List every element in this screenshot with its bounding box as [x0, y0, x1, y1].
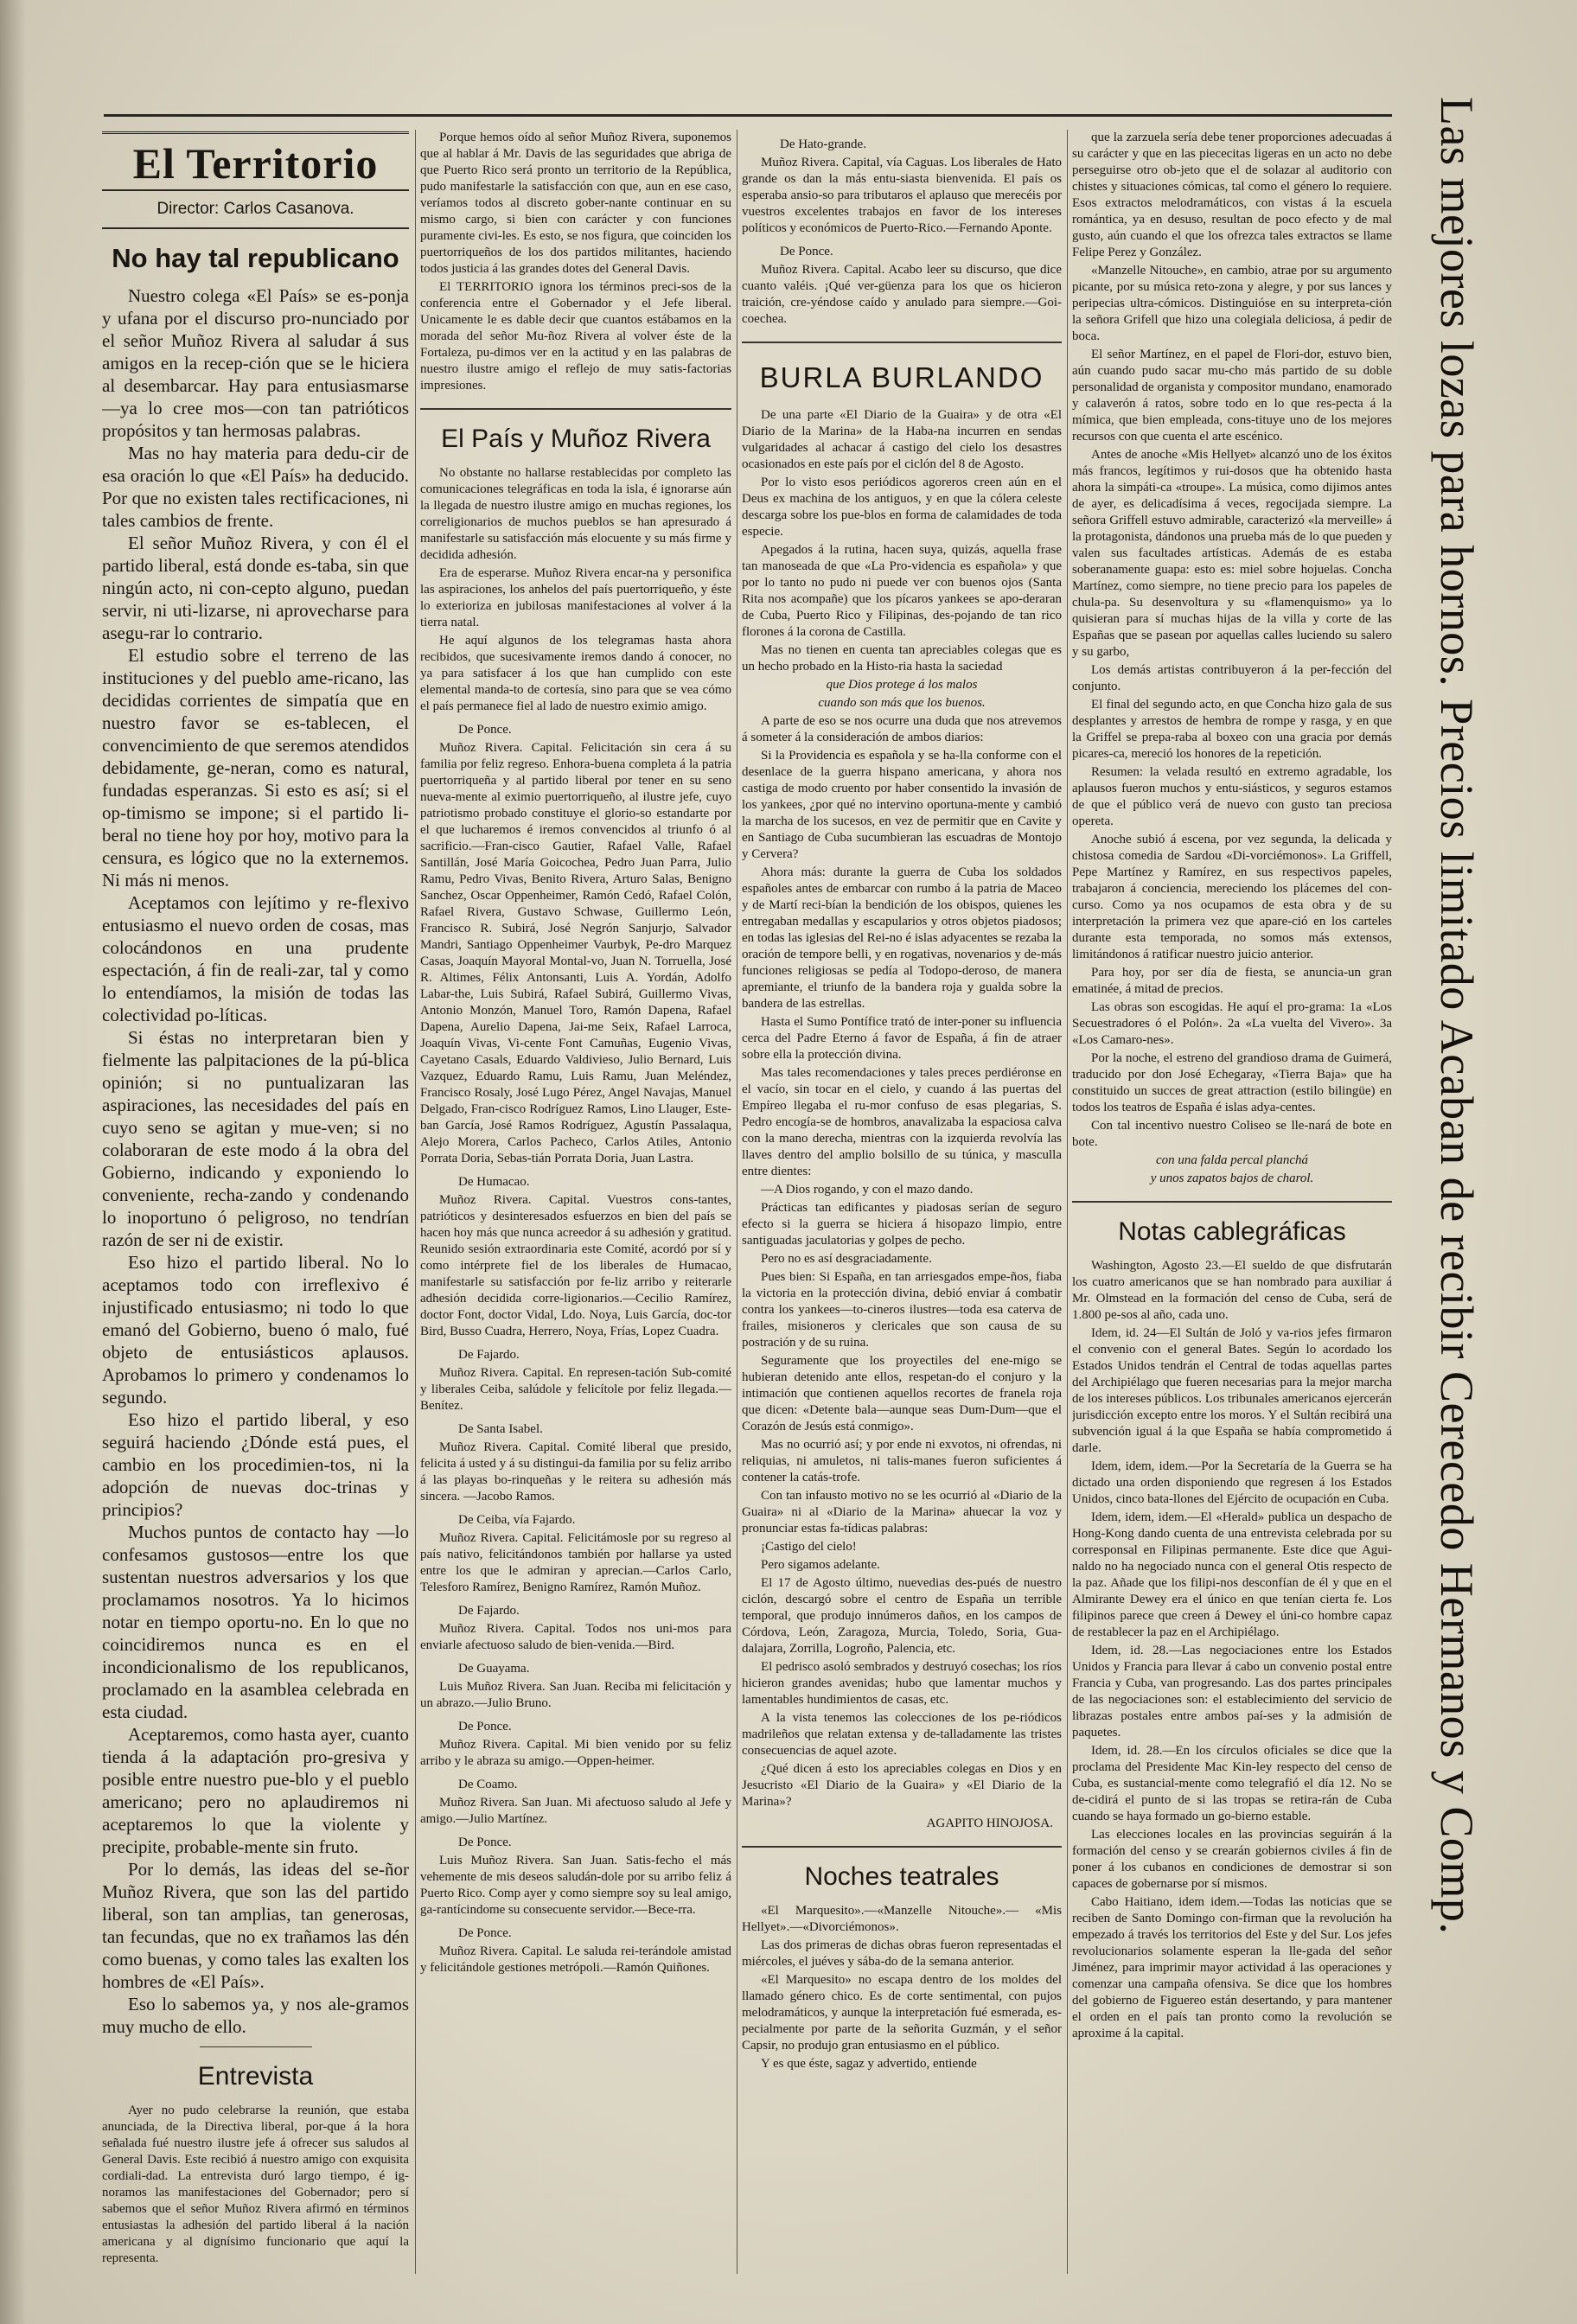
article-signature: AGAPITO HINOJOSA. — [926, 1816, 1053, 1830]
paragraph: Nuestro colega «El País» se es-ponja y ufana por el discurso pro-nunciado por el señor Muñoz Rivera al saludar á sus amigos en la recep-ción que se le hiciera al desembarcar. Hay para entusiasmarse—ya lo cree mos—con tan patrióticos propósitos y tan hermosas palabras. — [102, 285, 409, 441]
telegram-dateline: De Coamo. — [458, 1778, 518, 1791]
divider — [420, 408, 731, 410]
telegram-dateline: De Ponce. — [458, 1926, 512, 1940]
telegram-text: Muñoz Rivera. Capital. Comité liberal que presido, felicita á usted y á su distingui-da familia por su feliz arribo á las playas bo-rinqueñas y le reitera su adhesión más sincera. —Jacobo Ramos. — [420, 1440, 731, 1504]
paragraph: «El Marquesito» no escapa dentro de los moldes del llamado género chico. Es de corte sentimental, con pujos melodramáticos, y aunque la interpretación fué esmerada, es-pecialmente por parte de la señorita Guzmán, y el señor Capsir, no produjo gran entusiasmo en el público. — [742, 1973, 1062, 2053]
paragraph: Aceptaremos, como hasta ayer, cuanto tienda á la adaptación pro-gresiva y posible entre nuestro pue-blo y el pueblo americano; pero no aplaudiremos ni aceptaremos lo que la violente y precipite, probable-mente sin fruto. — [102, 1724, 409, 1857]
telegram-text: Luis Muñoz Rivera. San Juan. Satis-fecho el más vehemente de mis deseos saludán-dole por su arribo feliz á Puerto Rico. Comp ayer y como siempre soy su leal amigo, ga-rantícindome su consecuente servidor.—Bece-rra. — [420, 1854, 731, 1917]
top-rule — [104, 114, 1392, 117]
paragraph: ¡Castigo del cielo! — [761, 1540, 857, 1554]
paragraph: A parte de eso se nos ocurre una duda que nos atrevemos á someter á la consideración de ambos diarios: — [742, 714, 1062, 744]
article-heading-el-pais-y-munoz-rivera: El País y Muñoz Rivera — [441, 425, 711, 453]
paragraph: Seguramente que los proyectiles del ene-migo se hubieran detenido ante ellos, respetan-do el conjuro y la intimación que contienen aquellos recortes de franela roja que dicen: «Detente bala—aunque seas Dum-Dum—que el Corazón de Jesús está conmigo». — [742, 1354, 1062, 1433]
telegram-text: Muñoz Rivera. Capital. Vuestros cons-tantes, patrióticos y desinteresados esfuerzos en bien del país se hacen hoy más que nunca acreedor á su adhesión y gratitud. Reunido sesión extraordinaria este Comité, acordó por sí y como intérprete fiel de los liberales de Humacao, manifestarle su satisfacción por fe-liz arribo y reiterarle adhesión decidida corre-ligionarios.—Cecilio Ramírez, doctor Font, doctor Vidal, Ldo. Noya, Luis García, doc-tor Bird, Busso Cuadra, Herrero, Noya, Frías, Lopez Cuadra. — [420, 1193, 731, 1338]
paragraph: El señor Muñoz Rivera, y con él el partido liberal, está donde es-taba, sin que ningún acto, ni con-cepto alguno, puedan servir, ni uti-lizarse, ni aprovecharse para asegu-rar lo contrario. — [102, 533, 409, 643]
paragraph: que la zarzuela sería debe tener proporciones adecuadas á su carácter y que en las piececitas ligeras en un acto no debe perseguirse otro ob-jeto que el de solazar al auditorio con chistes y situaciones cómicas, tal como el género lo requiere. Esos extractos melodramáticos, con vistas á la escuela romántica, ya en desuso, resultan de poco efecto y de mal gusto, aún cuando el que los ofrezca tales extractos se llame Felipe Perez y González. — [1072, 131, 1392, 259]
paragraph: Ahora más: durante la guerra de Cuba los soldados españoles antes de embarcar con rumbo á la patria de Maceo y de Martí reci-bían la bendición de los obispos, quienes les entregaban medallas y escapularios y otros objetos piadosos; en todas las iglesias del Rei-no é islas adyacentes se rezaba la oración de tempore belli, y en rogativas, novenarios y de-más funciones religiosas se pedía al Todopo-deroso, de manera apremiante, el triunfo de la bandera roja y gualda sobre la bandera de las estrellas. — [742, 865, 1062, 1011]
divider — [1072, 1201, 1392, 1203]
paragraph: Resumen: la velada resultó en extremo agradable, los aplausos fueron muchos y entu-siásticos, y seguros estamos de que el público verá de nuevo con gusto tan preciosa opereta. — [1072, 765, 1392, 828]
paragraph: El TERRITORIO ignora los términos preci-sos de la conferencia entre el Gobernador y el Jefe liberal. Unicamente le es dable decir que cuantos estábamos en la morada del señor Mu-ñoz Rivera al volver éste de la Fortaleza, pu-dimos ver en la actitud y en las palabras de nuestro ilustre amigo el reflejo de muy satis-factorias impresiones. — [420, 280, 731, 393]
divider — [742, 342, 1062, 343]
telegram-text: Muñoz Rivera. San Juan. Mi afectuoso saludo al Jefe y amigo.—Julio Martínez. — [420, 1796, 731, 1826]
article-body — [742, 713, 1062, 1810]
paragraph: El pedrisco asoló sembrados y destruyó cosechas; los ríos hicieron grandes avenidas; hubo que lamentar muchos y lamentables hundimientos de casas, etc. — [742, 1660, 1062, 1707]
paragraph: Si éstas no interpretaran bien y fielmente las palpitaciones de la pú-blica opinión; si no puntualizaran las aspiraciones, las necesidades del país en cuyo seno se agitan y mue-ven; si no colaboraran de este modo á la obra del Gobierno, indicando y exponiendo lo conveniente, recha-zando y condenando lo inoportuno ó peligroso, no tendrían razón de ser ni de existir. — [102, 1027, 409, 1250]
article-body — [420, 130, 731, 394]
paragraph: El 17 de Agosto último, nuevedias des-pués de nuestro ciclón, descargó sobre el centro de España un terrible temporal, que produjo innúmeros daños, en los campos de Córdova, León, Zaragoza, Murcia, Toledo, Soria, Gua-dalajara, Zorrilla, Logroño, Palencia, etc. — [742, 1576, 1062, 1656]
paragraph: Por la noche, el estreno del grandioso drama de Guimerá, traducido por don José Echegaray, «Tierra Baja» que ha constituido un succes de great attraction (estilo bilingüe) en todos los teatros de España é islas adya-centes. — [1072, 1051, 1392, 1114]
telegram-text: Muñoz Rivera. Capital. Mi bien venido por su feliz arribo y le abraza su amigo.—Oppen-heimer. — [420, 1738, 731, 1768]
article-body — [742, 1903, 1062, 2072]
telegram-dateline: De Fajardo. — [458, 1604, 520, 1618]
paragraph: Hasta el Sumo Pontífice trató de inter-poner su influencia cerca del Padre Eterno á favor de España, á fin de atraer sobre ella la protección divina. — [742, 1015, 1062, 1062]
article-heading-noches-teatrales: Noches teatrales — [804, 1862, 999, 1891]
side-advertisement — [1401, 97, 1487, 2293]
paragraph: Las elecciones locales en las provincias seguirán á la formación del censo y se crearán gobiernos civiles á fin de poner á los cubanos en condiciones de demostrar si son capaces de gobernarse por sí mismos. — [1072, 1828, 1392, 1891]
paragraph: Eso hizo el partido liberal. No lo aceptamos todo con irreflexivo é injustificado entusiasmo; ni todo lo que emanó del Gobierno, bueno ó malo, fué objeto de entusiásticos aplausos. Aprobamos lo primero y condenamos lo segundo. — [102, 1252, 409, 1408]
page-edge-shadow — [0, 0, 26, 2324]
article-body — [742, 407, 1062, 675]
paragraph: He aquí algunos de los telegramas hasta ahora recibidos, que sucesivamente iremos dando á conocer, no ya para satisfacer á los que han cumplido con este elemental manda-to de cortesía, sino para que se vea cómo el país permanece fiel al lado de nuestro eximio amigo. — [420, 634, 731, 713]
paragraph: «Manzelle Nitouche», en cambio, atrae por su argumento picante, por su música reto-zona y alegre, y por sus lances y peripecias ultra-cómicos. Distinguióse en su interpreta-ción la señora Grifell que hizo una colegiala deliciosa, á pedir de boca. — [1072, 264, 1392, 343]
telegram-dateline: De Santa Isabel. — [458, 1422, 543, 1436]
paragraph: Pues bien: Si España, en tan arriesgados empe-ños, fiaba la victoria en la protección divina, debió enviar á combatir contra los yankees—to-cineros ilustres—toda esa caterva de frailes, misioneros y clericales que son causa de su postración y de su ruina. — [742, 1270, 1062, 1350]
paragraph: Mas tales recomendaciones y tales preces perdiéronse en el vacío, sin tocar en el cielo, y cuando á las puertas del Empíreo llegaba el ru-mor confuso de esas plegarias, S. Pedro encogía-se de hombros, anavalizaba la espaciosa calva con la mano derecha, mientras con la izquierda revolvía las llaves dentro del amplio bolsillo de su túnica, y masculla entre dientes: — [742, 1066, 1062, 1178]
telegram-list — [742, 137, 1062, 328]
paragraph: Para hoy, por ser día de fiesta, se anuncia-un gran ematinée, á mitad de precios. — [1072, 966, 1392, 996]
column-rule — [415, 130, 416, 2274]
article-body — [102, 2103, 409, 2267]
paragraph: Con tal incentivo nuestro Coliseo se lle-nará de bote en bote. — [1072, 1119, 1392, 1149]
paragraph: Mas no ocurrió así; y por ende ni exvotos, ni ofrendas, ni reliquias, ni amuletos, ni talis-manes fueron suficientes á contener la catás-trofe. — [742, 1438, 1062, 1484]
paragraph: Idem, id. 24—El Sultán de Joló y va-rios jefes firmaron el convenio con el general Bates. Según lo acordado los Estados Unidos tendrán el Central de todas aquellas partes del Archipiélago que fueren necesarias para la mejor marcha de los intereses públicos. Los tribunales americanos ejercerán jurisdicción excepto entre los moros. Y el Sultán recibirá una subvención igual á la que España se había comprometido á darle. — [1072, 1326, 1392, 1455]
telegram-text: Muñoz Rivera. Capital. En represen-tación Sub-comité y liberales Ceiba, salúdole y felicítole por feliz llegada.—Benítez. — [420, 1366, 731, 1413]
telegram-dateline: De Humacao. — [458, 1175, 530, 1189]
side-advertisement-text: Las mejores lozas para hornos. Precios limitado Acaban de recibir Cerecedo Hermanos y Comp. — [1431, 97, 1483, 1935]
paragraph: Las obras son escogidas. He aquí el pro-grama: 1a «Los Secuestradores ó el Polón». 2a «La vuelta del Vivero». 3a «Los Camaro-nes». — [1072, 1000, 1392, 1047]
article-body — [1072, 130, 1392, 1151]
article-heading-entrevista: Entrevista — [197, 2062, 314, 2091]
masthead — [102, 131, 409, 191]
paragraph: Era de esperarse. Muñoz Rivera encar-na y personifica las aspiraciones, los anhelos del país puertorriqueño, y éste lo exterioriza en jubilosas manifestaciones al volver á la tierra natal. — [420, 566, 731, 629]
telegram-dateline: De Hato-grande. — [780, 137, 866, 151]
column-4 — [1072, 130, 1392, 2044]
paragraph: Pero no es así desgraciadamente. — [761, 1252, 932, 1266]
paragraph: De una parte «El Diario de la Guaira» y de otra «El Diario de la Marina» de la Haba-na incurren en sendas vulgaridades al achacar á castigo del cielo los desastres ocasionados en este país por el ciclón del 8 de Agosto. — [742, 408, 1062, 471]
article-body — [102, 284, 409, 2038]
telegram-text: Muñoz Rivera. Capital. Felicitación sin cera á su familia por feliz regreso. Enhora-buena completa á la patria puertorriqueña y al partido liberal por tener en su seno nueva-mente al eximio puertorriqueño, al ilustre jefe, cuyo patriotismo probado constituye el glorio-so estandarte por el que lucharemos é iremos convencidos al triunfo ó al sacrificio.—Fran-cisco Gautier, Rafael Valle, Rafael Santillán, José María Goicochea, Pedro Juan Parra, Julio Ramu, Pedro Vivas, Benito Rivera, Arturo Salas, Benigno Sanchez, Oscar Oppenheimer, Ramón Cedó, Rafael Colón, Rafael Rivera, Gustavo Schwase, Guillermo León, Francisco R. Subirá, José Negrón Sanjurjo, Salvador Mandri, Santiago Oppenheimer Vaurbyk, Pe-dro Marquez Casas, Joaquín Mayoral Montal-vo, Juan N. Torruella, José R. Altimes, Félix Antonsanti, Luis A. Yordán, Adolfo Labar-the, Luis Subirá, Rafael Subirá, Guillermo Vivas, Antonio Monzón, Manuel Toro, Ramón Dapena, Rafael Dapena, Aurelio Dapena, Jai-me Seix, Rafael Larroca, Joaquín Vivas, Vi-cente Font Camuñas, Eugenio Vivas, Cayetano Casals, Eduardo Valdivieso, Julio Bernard, Luis Vazquez, Eduardo Ramu, Luis Ramu, Juan Meléndez, Francisco Rosaly, José Lugo Pérez, Angel Navajas, Manuel Delgado, Fran-cisco Rodríguez Ramos, Lino Llauger, Este-ban García, José Ramos Rodríguez, Agustín Passalaqua, Alejo Morera, Carlos Pacheco, Carlos Atiles, Antonio Porrata Doria, Sebas-tián Porrata Doria, Juan Lastra. — [420, 741, 731, 1165]
paragraph: Aceptamos con lejítimo y re-flexivo entusiasmo el nuevo orden de cosas, mas colocándonos en una prudente espectación, á fin de reali-zar, tal y como lo entendíamos, la misión de todas las colectividad po-líticas. — [102, 892, 409, 1025]
masthead-director: Director: Carlos Casanova. — [102, 191, 409, 229]
paragraph: Ayer no pudo celebrarse la reunión, que estaba anunciada, de la Directiva liberal, por-que á la hora señalada fué nuestro ilustre jefe á ofrecer sus saludos al General Davis. Este recibió á nuestro amigo con exquisita cordiali-dad. La entrevista duró largo tiempo, é ig-noramos las manifestaciones del Gobernador; pero sí sabemos que el señor Muñoz Rivera afirmó en términos entusiastas la adhesión del partido liberal á la nación americana y al dignísimo funcionario que aquí la representa. — [102, 2104, 409, 2265]
paragraph: Con tan infausto motivo no se les ocurrió al «Diario de la Guaira» ni al «Diario de la Marina» ahuecar la voz y pronunciar estas fa-tídicas palabras: — [742, 1489, 1062, 1536]
paragraph: Idem, id. 28.—En los círculos oficiales se dice que la proclama del Presidente Mac Kin-ley respecto del censo de Cuba, es sustancial-mente como telegrafió el día 12. No se de-cidirá el punto de si las tropas se retira-rán de Cuba cuando se haya formado un go-bierno estable. — [1072, 1744, 1392, 1823]
paragraph: Antes de anoche «Mis Hellyet» alcanzó uno de los éxitos más francos, legítimos y rui-dosos que ha obtenido hasta ahora la simpáti-ca «troupe». La música, como dijimos antes de ayer, es delicadísima á veces, regocijada siempre. La señora Griffell estuvo admirable, caracterizó «la merveille» á la protagonista, dándonos una prueba más de lo que pueden y valen sus facultades artísticas. Además de es estaba soberanamente guapa: esto es: miel sobre hojuelas. Concha Martínez, como siempre, no tiene precio para los papeles de chula-pa. Su desenvoltura y su «flamenquismo» ya lo quisieran para sí muchas hijas de la villa y corte de las Españas que se pasean por aquellas calles luciendo su salero y su garbo, — [1072, 448, 1392, 659]
column-3 — [742, 130, 1062, 2074]
paragraph: Mas no tienen en cuenta tan apreciables colegas que es un hecho probado en la Histo-ria hasta la saciedad — [742, 643, 1062, 674]
divider — [742, 1846, 1062, 1848]
paragraph: Si la Providencia es española y se ha-lla conforme con el desenlace de la guerra hispano americana, y ahora nos castiga de modo cruento por haber consentido la invasión de los yankees, ¿por qué no intervino oportuna-mente y cambió la marcha de los sucesos, en vez de permitir que en Cavite y en Santiago de Cuba sucumbieran las escuadras de Montojo y Cervera? — [742, 749, 1062, 861]
telegram-text: Muñoz Rivera. Capital. Le saluda rei-terándole amistad y felicitándole gestiones metrópoli.—Ramón Quiñones. — [420, 1944, 731, 1975]
article-body — [420, 465, 731, 715]
paragraph: Eso lo sabemos ya, y nos ale-gramos muy mucho de ello. — [102, 1994, 409, 2037]
paragraph: Washington, Agosto 23.—El sueldo de que disfrutarán los cuatro americanos que se han nombrado para auxiliar á Mr. Olmstead en la formación del censo de Cuba, será de 1.800 pe-sos al año, cada uno. — [1072, 1259, 1392, 1322]
column-2 — [420, 130, 731, 1978]
paragraph: No obstante no hallarse restablecidas por completo las comunicaciones telegráficas en toda la isla, é ignorarse aún la llegada de nuestro ilustre amigo en muchas regiones, los correligionarios de muchos pueblos se han apresurado á manifestarle su satisfacción más elocuente y su más firme y decidida adhesión. — [420, 466, 731, 562]
paragraph: Por lo demás, las ideas del se-ñor Muñoz Rivera, que son las del partido liberal, son tan amplias, tan generosas, tan fecundas, que no ex trañamos las dén como buenas, y como tales las exalten los hombres de «El País». — [102, 1859, 409, 1992]
telegram-dateline: De Ponce. — [458, 723, 512, 737]
masthead-title: El Territorio — [132, 139, 379, 188]
telegram-text: Muñoz Rivera. Capital. Acabo leer su discurso, que dice cuanto valéis. ¡Qué ver-güenza para los que os hicieron traición, cre-yéndose caído y anulado para siempre.—Goi-coechea. — [742, 263, 1062, 326]
telegram-dateline: De Guayama. — [458, 1662, 530, 1676]
paragraph: Idem, idem, idem.—El «Herald» publica un despacho de Hong-Kong dando cuenta de una entrevista celebrada por su corresponsal en Filipinas permanente. Este dice que Agui-naldo no ha negociado nunca con el general Otis respecto de la paz. Añade que los filipi-nos desconfían de él y que en el Almirante Dewey era el único en que tenían cierta fe. Los filipinos parece que creen á Dewey el úni-co hombre capaz de restablecer la paz en el Archipiélago. — [1072, 1510, 1392, 1639]
verse-line: y unos zapatos bajos de charol. — [1150, 1172, 1314, 1185]
paragraph: Muchos puntos de contacto hay —lo confesamos gustosos—entre los que sustentan nuestros adversarios y los que proclamamos nosotros. Ya lo hicimos notar en tiempo oportu-no. En lo que no coincidiremos nunca es en el incondicionalismo de los republicanos, proclamado en la asamblea celebrada en esta ciudad. — [102, 1522, 409, 1722]
telegram-dateline: De Fajardo. — [458, 1348, 520, 1362]
telegram-dateline: De Ponce. — [780, 245, 833, 259]
divider — [200, 2046, 312, 2047]
paragraph: Apegados á la rutina, hacen suya, quizás, aquella frase tan manoseada de que «La Pro-videncia es española» y que por lo tanto no pudo ni puede ver con buenos ojos (Santa Rita nos acompañe) que los pícaros yankees se apo-deraran de Cuba, Puerto Rico y Filipinas, des-pojando de tan rico florones á la corona de Castilla. — [742, 543, 1062, 639]
paragraph: El final del segundo acto, en que Concha hizo gala de sus desplantes y arrestos de hembra de rompe y rasga, y en que la Griffel se prepa-raba al boxeo con una gracia por demás picares-ca, mereció los honores de la repetición. — [1072, 698, 1392, 761]
telegram-text: Luis Muñoz Rivera. San Juan. Reciba mi felicitación y un abrazo.—Julio Bruno. — [420, 1680, 731, 1710]
telegram-list — [420, 722, 731, 1976]
telegram-dateline: De Ponce. — [458, 1836, 512, 1849]
paragraph: Pero sigamos adelante. — [761, 1558, 880, 1572]
telegram-text: Muñoz Rivera. Capital. Felicitámosle por su regreso al país nativo, felicitándonos también por hallarse ya usted entre los que le admiran y aprecian.—Carlos Carlo, Telesforo Ramírez, Benigno Ramírez, Ramón Muñoz. — [420, 1531, 731, 1594]
verse-line: con una falda percal planchá — [1155, 1153, 1309, 1167]
column-rule — [1067, 130, 1068, 2274]
paragraph: Los demás artistas contribuyeron á la per-fección del conjunto. — [1072, 663, 1392, 693]
article-heading-burla-burlando: BURLA BURLANDO — [759, 361, 1044, 393]
paragraph: Idem, idem, idem.—Por la Secretaría de la Guerra se ha dictado una orden disponiendo que regresen á los Estados Unidos, cinco bata-llones del Ejército de ocupación en Cuba. — [1072, 1459, 1392, 1506]
paragraph: Porque hemos oído al señor Muñoz Rivera, suponemos que al hablar á Mr. Davis de las seguridades que abriga de que Puerto Rico será pronto un territorio de la República, pudo manifestarle la satisfacción con que, aun en ese caso, veríamos todos al discreto gober-nante continuar en su mismo cargo, si bien con carácter y con funciones puramente civi-les. Es esto, se nos figura, que coinciden los puertorriqueños de los dos partidos militantes, haciendo todos justicia á las grandes dotes del General Davis. — [420, 131, 731, 276]
paragraph: El estudio sobre el terreno de las instituciones y del pueblo ame-ricano, las decididas corrientes de simpatía que en nuestro favor se es-tablecen, el convencimiento de que seremos atendidos debidamente, ge-neran, como es natural, fundadas esperanzas. Si esto es así; si el op-timismo se impone; si el partido li-beral no tiene hoy por hoy, motivo para la censura, es lógico que no la externemos. Ni más ni menos. — [102, 645, 409, 891]
paragraph: A la vista tenemos las colecciones de los pe-riódicos madrileños que relatan extensa y de-talladamente las tristes consecuencias de aquel azote. — [742, 1711, 1062, 1758]
paragraph: Prácticas tan edificantes y piadosas serían de seguro efecto si la guerra se hiciera á hisopazo limpio, entre santiguadas jaculatorias y golpes de pecho. — [742, 1201, 1062, 1248]
article-heading-notas-cablegraficas: Notas cablegráficas — [1118, 1217, 1346, 1246]
article-heading-no-hay-tal-republicano: No hay tal republicano — [112, 243, 399, 273]
paragraph: El señor Martínez, en el papel de Flori-dor, estuvo bien, aún cuando pudo sacar mu-cho más partido de su doble personalidad de organista y compositor mundano, enamorado y calaverón á ratos, sobre todo en lo que res-pecta á la mímica, que bien empleada, cons-tituye uno de los mejores recursos con que cuenta el arte escénico. — [1072, 348, 1392, 444]
telegram-dateline: De Ceiba, vía Fajardo. — [458, 1513, 576, 1527]
paragraph: Por lo visto esos periódicos agoreros creen aún en el Deus ex machina de los antiguos, y en que la cólera celeste descarga sobre los pue-blos en forma de calamidades de toda especie. — [742, 476, 1062, 539]
verse-line: cuando son más que los buenos. — [818, 696, 986, 710]
telegram-text: Muñoz Rivera. Capital, vía Caguas. Los liberales de Hato grande os dan la más entu-siasta bienvenida. El país os esperaba ansio-so para tributaros el aplauso que merecéis por vuestros excelentes trabajos en favor de los intereses políticos y económicos de Puerto-Rico.—Fernando Aponte. — [742, 156, 1062, 235]
column-1 — [102, 130, 409, 2267]
paragraph: Y es que éste, sagaz y advertido, entiende — [761, 2057, 977, 2071]
verse-line: que Dios protege á los malos — [826, 678, 978, 692]
telegram-dateline: De Ponce. — [458, 1720, 512, 1733]
paragraph: Las dos primeras de dichas obras fueron representadas el miércoles, el juéves y sába-do de la semana anterior. — [742, 1938, 1062, 1969]
paragraph: —A Dios rogando, y con el mazo dando. — [761, 1183, 974, 1197]
cable-news-list — [1072, 1258, 1392, 2042]
paragraph: Idem, id. 28.—Las negociaciones entre los Estados Unidos y Francia para llevar á cabo un convenio postal entre Francia y Cuba, van progresando. Las dos partes principales de las negociaciones son: el establecimiento del servicio de librazas postales entre ambos paí-ses y la admisión de paquetes. — [1072, 1644, 1392, 1740]
paragraph: Anoche subió á escena, por vez segunda, la delicada y chistosa comedia de Sardou «Di-vorciémonos». La Griffell, Pepe Martínez y Ramírez, en sus respectivos papeles, trabajaron á conciencia, mereciendo los plácemes del con-curso. Como ya nos ocupamos de esta obra y de su interpretación la primera vez que apare-ció en los carteles durante esta temporada, no somos más extensos, limitándonos á ratificar nuestro juicio anterior. — [1072, 833, 1392, 961]
paragraph: ¿Qué dicen á esto los apreciables colegas en Dios y en Jesucristo «El Diario de la Guaira» y «El Diario de la Marina»? — [742, 1762, 1062, 1809]
telegram-text: Muñoz Rivera. Capital. Todos nos uni-mos para enviarle afectuoso saludo de bien-venida.—Bird. — [420, 1622, 731, 1652]
paragraph: Cabo Haitiano, idem idem.—Todas las noticias que se reciben de Santo Domingo con-firman que la revolución ha empezado á través los territorios del Este y del Sur. Los jefes revolucionarios solamente esperan la lle-gada del señor Jiménez, para imprimir mayor actividad á las operaciones y comenzar una campaña ofensiva. Se dice que los hombres del gobierno de Figuereo están desertando, y para mantener el orden en el país tan pronto como la revolución se aproxime á la capital. — [1072, 1895, 1392, 2040]
paragraph: Eso hizo el partido liberal, y eso seguirá haciendo ¿Dónde está pues, el cambio en los procedimien-tos, ni la adopción de nuevas doc-trinas y principios? — [102, 1409, 409, 1520]
paragraph: Mas no hay materia para dedu-cir de esa oración lo que «El País» ha deducido. Por que no existen tales rectificaciones, ni tales cambios de frente. — [102, 443, 409, 531]
paragraph: «El Marquesito».—«Manzelle Nitouche».— «Mis Hellyet».—«Divorciémonos». — [742, 1904, 1062, 1934]
